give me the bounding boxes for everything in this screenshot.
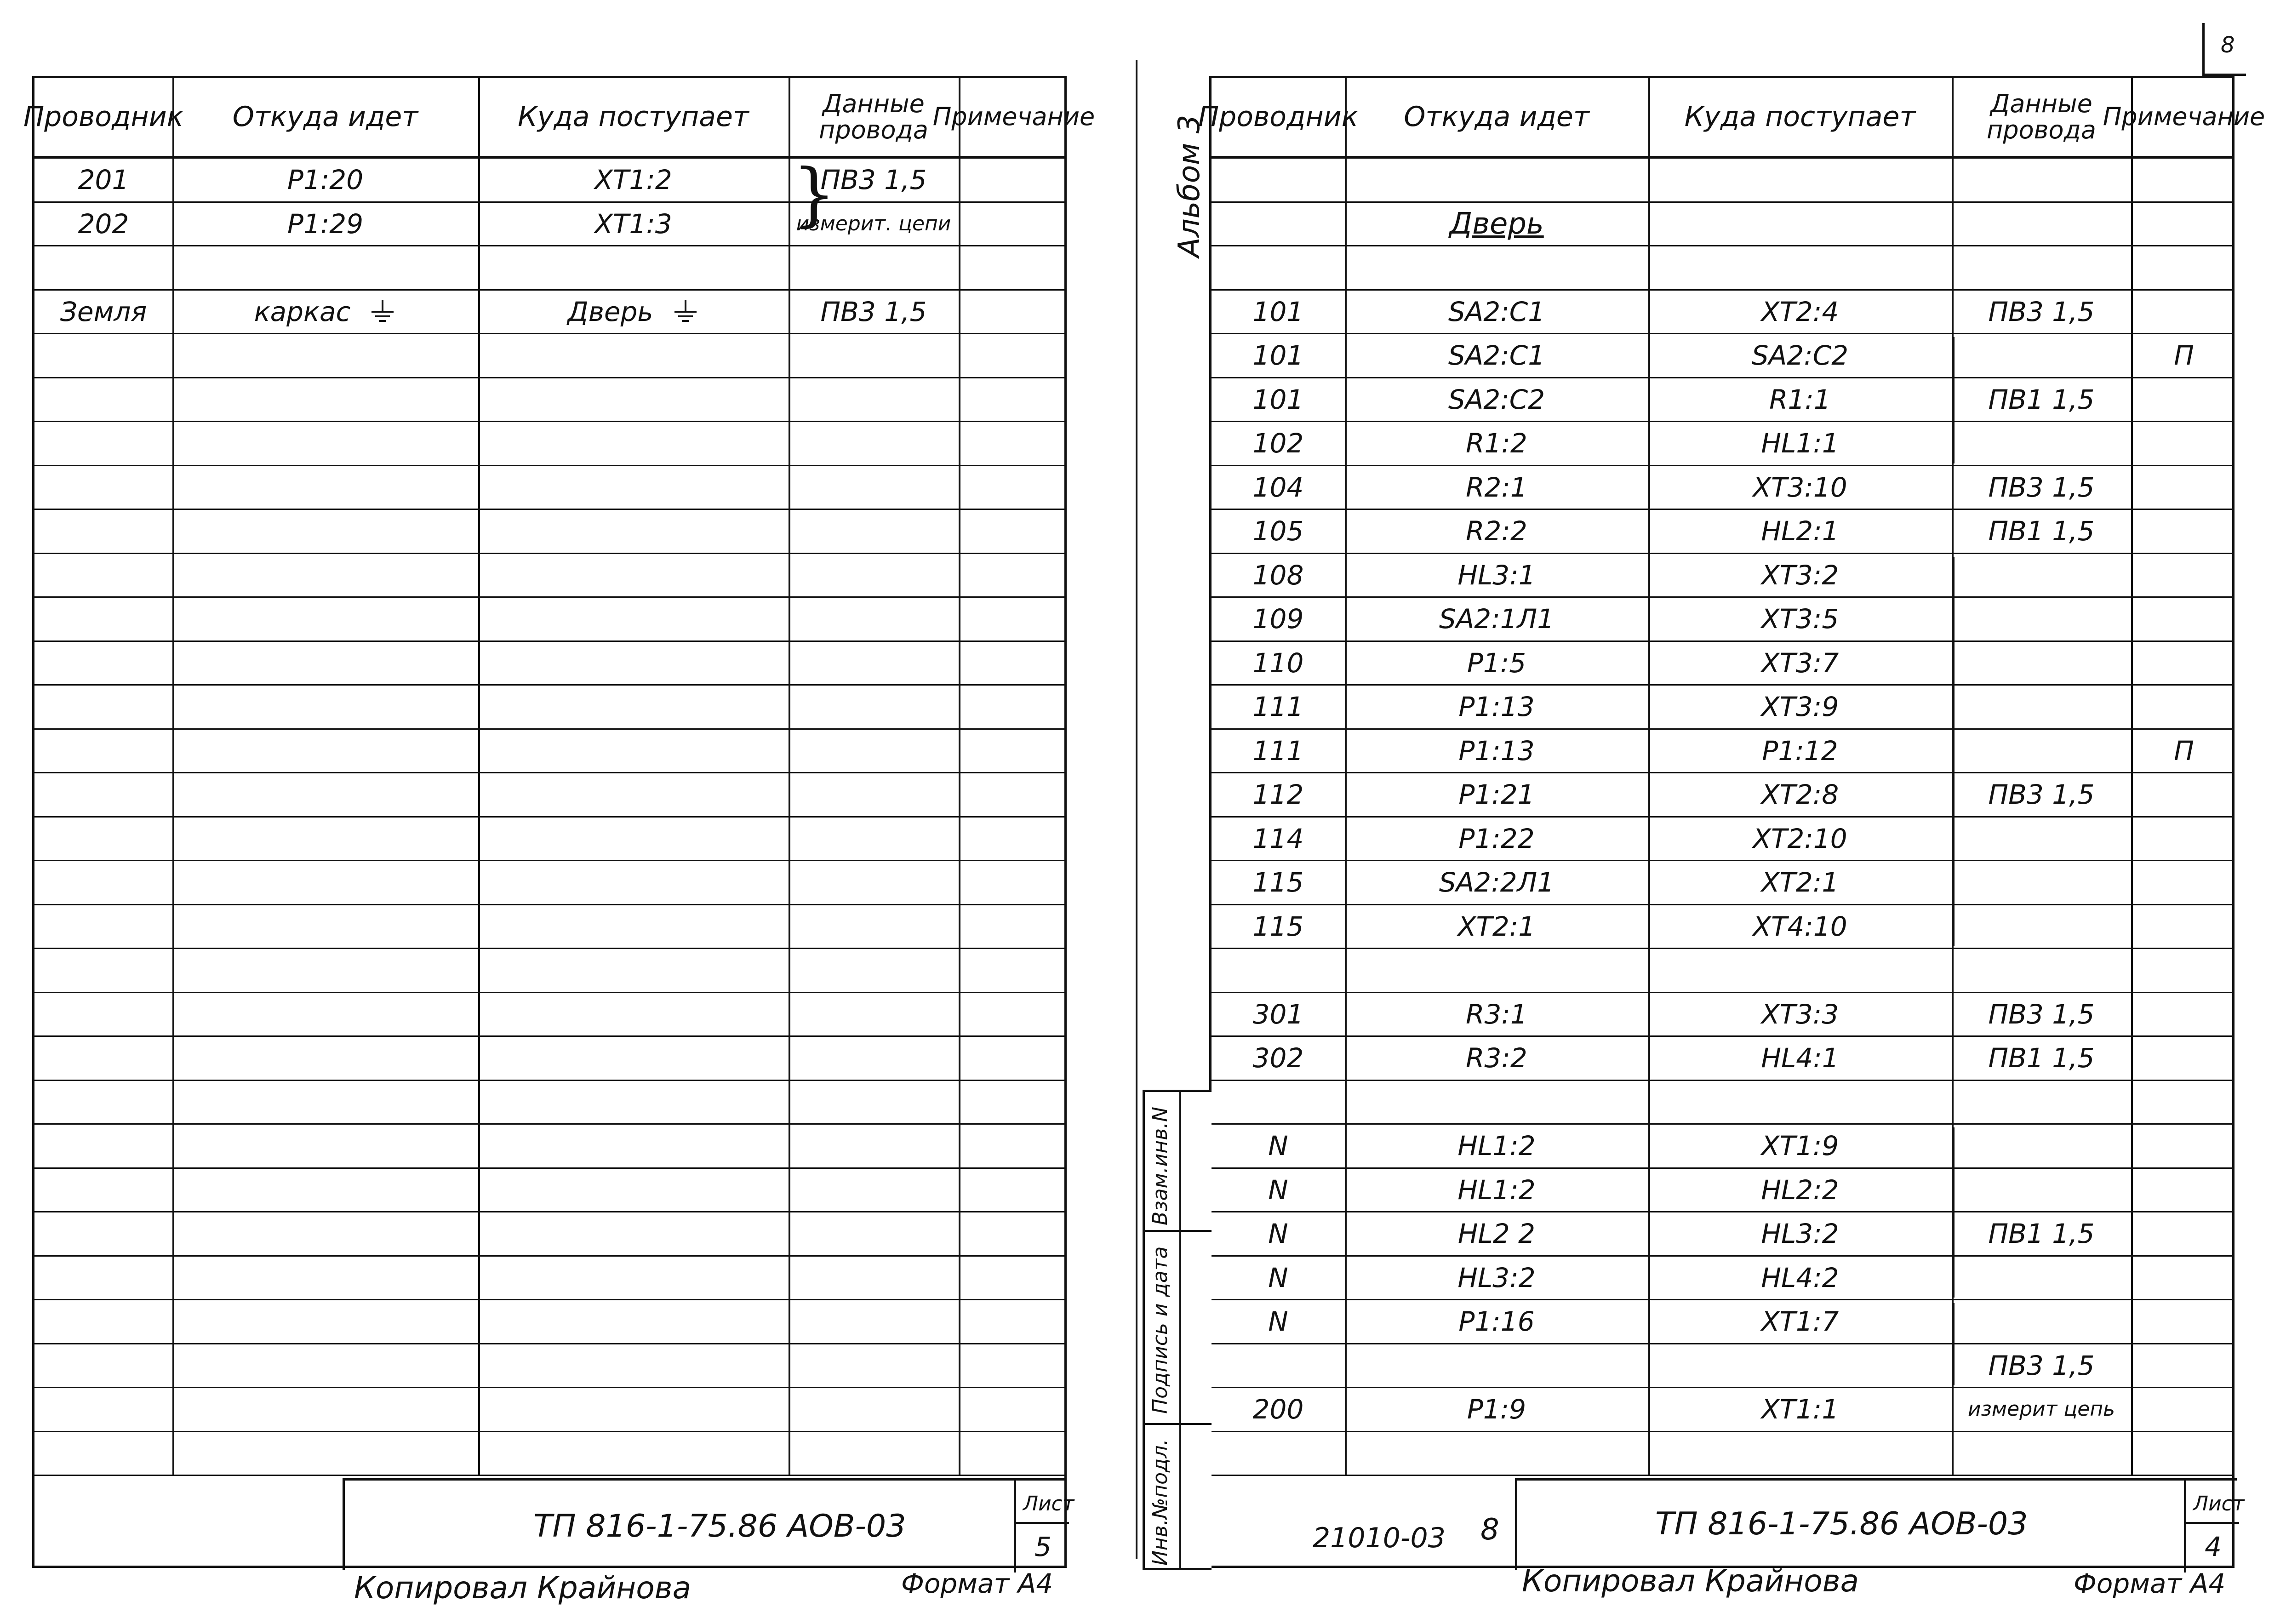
right-cell-to: XT4:10 (1753, 910, 1847, 942)
right-table-row (1212, 1125, 2232, 1169)
right-table-row (1212, 159, 2232, 203)
right-cell-wire: 111 (1252, 735, 1304, 766)
right-cell-wire: 111 (1252, 691, 1304, 723)
left-table-row (34, 203, 1064, 247)
left-table-row (34, 642, 1064, 686)
right-table-row (1212, 334, 2232, 378)
right-format: Формат А4 (2074, 1568, 2226, 1599)
left-column-divider (959, 78, 960, 1476)
right-cell-wire: 200 (1252, 1394, 1304, 1425)
left-table-row (34, 1300, 1064, 1344)
page-number: 8 (2221, 32, 2235, 58)
left-cell-from: P1:20 (287, 164, 364, 196)
left-sheet-box (1014, 1481, 1074, 1573)
left-column-divider (789, 78, 790, 1476)
left-cell-wire-data: ПВ3 1,5 (820, 164, 927, 196)
right-header-wire-data: Данные провода (1987, 89, 2096, 144)
left-header-note: Примечание (932, 102, 1095, 132)
right-cell-to: R1:1 (1769, 383, 1831, 415)
left-cell-wire: Земля (60, 296, 147, 327)
right-cell-wire-data: ПВ3 1,5 (1988, 779, 2095, 811)
right-table-row (1212, 905, 2232, 949)
left-table-row (34, 159, 1064, 203)
right-cell-from: HL1:2 (1457, 1174, 1536, 1206)
archive-page: 8 (1480, 1513, 1499, 1547)
left-header-row (23, 78, 1095, 159)
right-cell-from: HL2 2 (1457, 1218, 1536, 1250)
right-cell-wire: 114 (1252, 823, 1304, 854)
left-table-row (34, 773, 1064, 818)
right-cell-wire-data: ПВ1 1,5 (1988, 1042, 2095, 1074)
left-table-row (34, 1344, 1064, 1389)
right-table-row (1212, 949, 2232, 993)
left-column-divider (478, 78, 480, 1476)
right-table-row (1212, 466, 2232, 510)
right-table-row (1212, 993, 2232, 1037)
right-table-row (1212, 1212, 2232, 1257)
archive-strip (1143, 1090, 1212, 1570)
right-column-divider (2131, 78, 2133, 1476)
left-group-brace: } (792, 154, 836, 234)
right-table-row (1212, 422, 2232, 466)
left-table-row (34, 378, 1064, 423)
right-table-row (1212, 1432, 2232, 1476)
left-table-row (34, 422, 1064, 466)
left-cell-wire: 201 (78, 164, 129, 196)
right-header-from: Откуда идет (1404, 101, 1589, 133)
right-cell-from: R2:1 (1466, 471, 1527, 503)
right-cell-from: P1:21 (1458, 779, 1535, 811)
right-cell-wire: 115 (1252, 910, 1304, 942)
right-cell-to: HL3:2 (1761, 1218, 1839, 1250)
left-table-row (34, 291, 1064, 335)
left-table-row (34, 1257, 1064, 1301)
right-cell-to: HL1:1 (1761, 428, 1839, 459)
right-cell-from: P1:5 (1467, 647, 1526, 679)
right-cell-wire-data: ПВ1 1,5 (1988, 515, 2095, 547)
left-table-row (34, 686, 1064, 730)
right-cell-wire-data: ПВ3 1,5 (1988, 296, 2095, 327)
right-cell-from: SA2:2Л1 (1439, 867, 1554, 898)
left-table-row (34, 466, 1064, 510)
right-cell-wire-data: ПВ3 1,5 (1988, 471, 2095, 503)
right-cell-wire: 105 (1252, 515, 1304, 547)
right-cell-wire: N (1268, 1174, 1288, 1206)
right-table-row (1212, 1257, 2232, 1301)
left-sheet-label: Лист (1023, 1492, 1074, 1515)
left-sheet-number: 5 (1034, 1531, 1052, 1562)
left-table-row (34, 861, 1064, 905)
right-cell-wire: 109 (1252, 603, 1304, 635)
right-table-row (1212, 1388, 2232, 1432)
right-measure-note: измерит цепь (1967, 1397, 2115, 1421)
right-table-row (1212, 818, 2232, 862)
right-table-row (1212, 1081, 2232, 1125)
left-cell-from: каркас (172, 291, 478, 333)
right-sheet-label: Лист (2193, 1492, 2245, 1515)
right-cell-note: П (2174, 340, 2194, 372)
right-group-brace (1953, 1127, 1973, 1298)
right-cell-from: HL1:2 (1457, 1130, 1536, 1162)
left-table-row (34, 1125, 1064, 1169)
left-measure-note: измерит. цепи (796, 212, 951, 235)
right-cell-from: R2:2 (1466, 515, 1527, 547)
left-cell-to: XT1:2 (594, 164, 672, 196)
ground-icon (672, 298, 699, 326)
right-cell-from: SA2:1Л1 (1439, 603, 1554, 635)
right-cell-to: HL4:2 (1761, 1262, 1839, 1293)
left-table-row (34, 554, 1064, 598)
right-cell-wire: N (1268, 1218, 1288, 1250)
ground-icon (369, 298, 396, 326)
right-cell-to: P1:12 (1762, 735, 1838, 766)
right-cell-to: XT3:9 (1761, 691, 1839, 723)
left-header-from: Откуда идет (232, 101, 418, 133)
right-header-to: Куда поступает (1684, 101, 1916, 133)
right-header-note: Примечание (2103, 102, 2265, 132)
replaced-inv-label: Взам.инв.N (1149, 1107, 1172, 1225)
right-table-row (1212, 686, 2232, 730)
right-group-brace (1953, 337, 1973, 463)
inv-number-label: Инв.№подл. (1149, 1439, 1172, 1566)
right-cell-to: HL4:1 (1761, 1042, 1839, 1074)
right-cell-wire: 110 (1252, 647, 1304, 679)
left-header-to: Куда поступает (518, 101, 749, 133)
left-cell-to: XT1:3 (594, 208, 672, 240)
right-cell-to: XT3:5 (1761, 603, 1839, 635)
right-cell-to: XT1:9 (1761, 1130, 1839, 1162)
right-cell-wire: 301 (1252, 998, 1304, 1030)
right-cell-to: XT2:8 (1761, 779, 1839, 811)
left-title-block (343, 1478, 1074, 1570)
right-document-code: ТП 816-1-75.86 АОВ-03 (1655, 1506, 2028, 1542)
right-cell-wire: N (1268, 1130, 1288, 1162)
right-table-row (1212, 861, 2232, 905)
right-table-row (1212, 378, 2232, 423)
right-cell-wire: 104 (1252, 471, 1304, 503)
right-cell-from: HL3:2 (1457, 1262, 1536, 1293)
right-cell-wire: 101 (1252, 383, 1304, 415)
right-table-row (1212, 554, 2232, 598)
right-cell-to: XT3:7 (1761, 647, 1839, 679)
left-table-row (34, 1081, 1064, 1125)
right-table-row (1212, 773, 2232, 818)
center-fold-mark (1136, 60, 1137, 1559)
left-table-row (34, 949, 1064, 993)
left-cell-to: Дверь (478, 291, 789, 333)
left-table-row (34, 1037, 1064, 1081)
signature-date-label: Подпись и дата (1149, 1246, 1172, 1414)
right-cell-from: P1:13 (1458, 691, 1535, 723)
right-cell-wire-data: ПВ1 1,5 (1988, 383, 2095, 415)
right-header-wire: Проводник (1198, 101, 1358, 133)
right-cell-to: HL2:2 (1761, 1174, 1839, 1206)
right-cell-from: R3:1 (1466, 998, 1527, 1030)
right-cell-wire: 112 (1252, 779, 1304, 811)
right-column-divider (1648, 78, 1650, 1476)
left-header-wire-data: Данные провода (819, 89, 928, 144)
right-table-row (1212, 642, 2232, 686)
right-cell-note: П (2174, 735, 2194, 766)
left-format: Формат А4 (901, 1568, 1053, 1599)
left-table-row (34, 1212, 1064, 1257)
right-title-block (1515, 1478, 2245, 1570)
right-cell-to: XT1:1 (1761, 1394, 1839, 1425)
right-cell-to: XT1:7 (1761, 1306, 1839, 1338)
right-cell-from: SA2:C1 (1448, 340, 1545, 372)
right-cell-wire-data: ПВ3 1,5 (1988, 998, 2095, 1030)
right-table-row (1212, 598, 2232, 642)
right-sheet-box (2184, 1481, 2245, 1573)
right-cell-to: XT3:2 (1761, 559, 1839, 591)
left-cell-from: P1:29 (287, 208, 364, 240)
right-table-row (1212, 246, 2232, 291)
archive-number: 21010-03 (1313, 1522, 1446, 1554)
left-table-row (34, 818, 1064, 862)
left-column-divider (172, 78, 174, 1476)
right-table-row (1212, 1037, 2232, 1081)
left-table-row (34, 510, 1064, 554)
right-table-row (1212, 1169, 2232, 1213)
right-cell-from: P1:16 (1458, 1306, 1535, 1338)
right-cell-wire: 302 (1252, 1042, 1304, 1074)
left-table-row (34, 905, 1064, 949)
right-table-row (1212, 1344, 2232, 1389)
left-table-row (34, 993, 1064, 1037)
right-cell-from: HL3:1 (1457, 559, 1536, 591)
right-cell-from: P1:9 (1467, 1394, 1526, 1425)
right-group-brace (1953, 557, 1973, 947)
right-copied-by: Копировал Крайнова (1522, 1563, 1859, 1599)
right-cell-from: SA2:C2 (1448, 383, 1545, 415)
right-cell-to: XT2:1 (1761, 867, 1839, 898)
right-table-row (1212, 510, 2232, 554)
right-cell-wire: 101 (1252, 296, 1304, 327)
right-cell-wire-data: ПВ1 1,5 (1988, 1218, 2095, 1250)
right-cell-from: P1:13 (1458, 735, 1535, 766)
right-cell-to: XT2:10 (1753, 823, 1847, 854)
left-table-row (34, 246, 1064, 291)
right-cell-wire: 102 (1252, 428, 1304, 459)
left-copied-by: Копировал Крайнова (354, 1570, 692, 1606)
right-cell-to: SA2:C2 (1751, 340, 1849, 372)
right-cell-from: R1:2 (1466, 428, 1527, 459)
right-group-brace (1953, 1303, 1973, 1385)
right-header-row (1198, 78, 2265, 159)
left-document-code: ТП 816-1-75.86 АОВ-03 (533, 1508, 906, 1544)
right-cell-wire: 108 (1252, 559, 1304, 591)
right-cell-to: XT3:10 (1753, 471, 1847, 503)
right-cell-wire-data: ПВ3 1,5 (1988, 1350, 2095, 1381)
left-table-row (34, 730, 1064, 774)
left-table-row (34, 1432, 1064, 1476)
right-cell-to: XT3:3 (1761, 998, 1839, 1030)
right-cell-from: P1:22 (1458, 823, 1535, 854)
left-table-row (34, 598, 1064, 642)
right-table-row (1212, 291, 2232, 335)
right-cell-to: HL2:1 (1761, 515, 1839, 547)
right-table-row (1212, 203, 2232, 247)
left-cell-wire-data: ПВ3 1,5 (820, 296, 927, 327)
right-cell-wire: N (1268, 1262, 1288, 1293)
right-column-divider (1345, 78, 1347, 1476)
right-sheet-number: 4 (2205, 1531, 2222, 1562)
right-cell-to: XT2:4 (1761, 296, 1839, 327)
left-table-row (34, 1388, 1064, 1432)
left-sheet (23, 76, 1095, 1568)
right-cell-from: SA2:C1 (1448, 296, 1545, 327)
album-label: Альбом 3 (1172, 114, 1206, 257)
left-table-row (34, 334, 1064, 378)
left-table-row (34, 1169, 1064, 1213)
left-header-wire: Проводник (23, 101, 183, 133)
section-title: Дверь (1449, 206, 1544, 241)
right-cell-wire: 101 (1252, 340, 1304, 372)
left-cell-wire: 202 (78, 208, 129, 240)
right-cell-wire: N (1268, 1306, 1288, 1338)
right-table-row (1212, 1300, 2232, 1344)
right-table-row (1212, 730, 2232, 774)
right-cell-wire: 115 (1252, 867, 1304, 898)
right-cell-from: XT2:1 (1457, 910, 1536, 942)
right-cell-from: R3:2 (1466, 1042, 1527, 1074)
